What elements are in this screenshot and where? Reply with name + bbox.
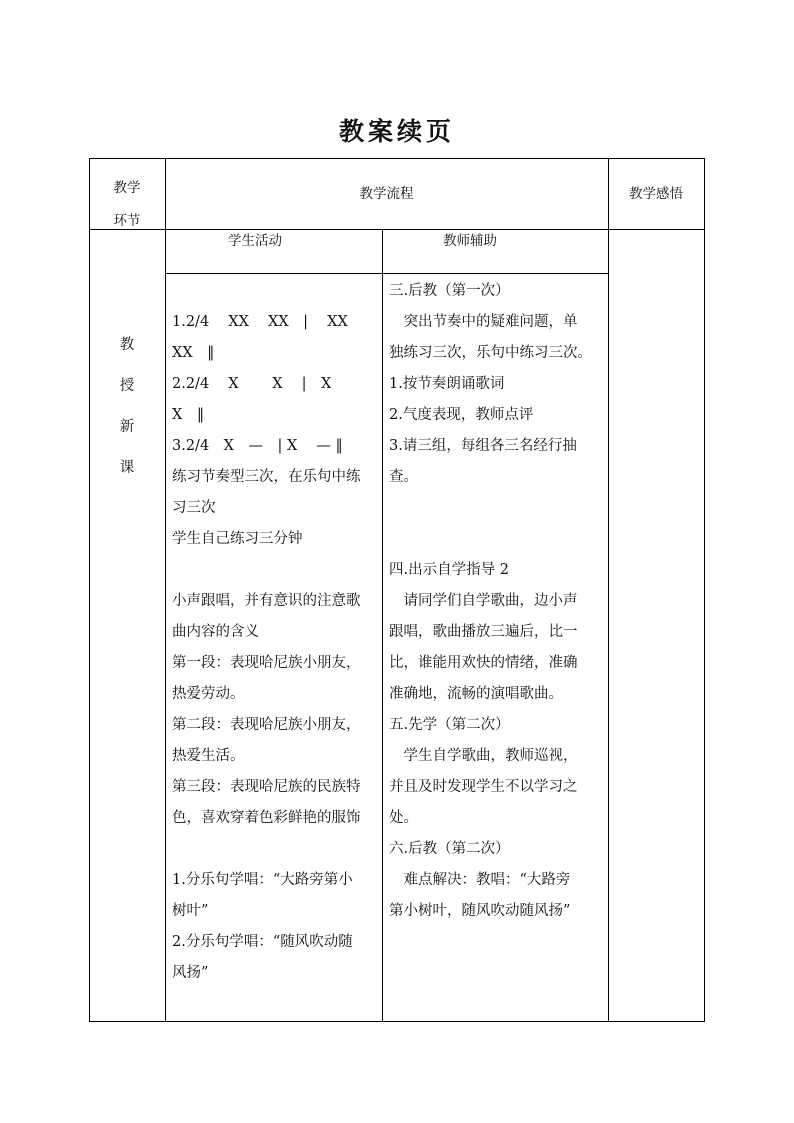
student-line <box>172 834 380 865</box>
teacher-line <box>389 493 606 524</box>
teacher-line: 四.出示自学指导 2 <box>389 562 509 578</box>
teacher-line <box>389 524 606 555</box>
section-label-char: 新 <box>119 419 135 435</box>
section-label-char: 教 <box>119 337 135 353</box>
page-title: 教案续页 <box>338 117 455 146</box>
section-label <box>89 325 165 489</box>
student-line: 1.分乐句学唱：“大路旁第小 <box>172 872 353 888</box>
teacher-line: 1.按节奏朗诵歌词 <box>389 376 505 392</box>
table-border-right <box>704 158 705 1022</box>
header-process: 教学流程 <box>359 186 414 202</box>
student-line: 色，喜欢穿着色彩鲜艳的服饰 <box>172 810 361 826</box>
section-label-char: 课 <box>119 460 135 476</box>
column-divider-2 <box>382 229 383 1022</box>
table-border-left <box>89 158 90 1022</box>
student-line: 2.2/4 X X | X <box>172 376 332 392</box>
student-line: 习三次 <box>172 500 216 516</box>
student-line: 3.2/4 X — | X — ‖ <box>172 438 343 454</box>
student-line: 曲内容的含义 <box>172 624 259 640</box>
subheader-student-activity: 学生活动 <box>228 233 282 249</box>
student-line: 2.分乐句学唱：“随风吹动随 <box>172 934 353 950</box>
table-border-top <box>89 158 705 159</box>
column-divider-1 <box>165 158 166 1022</box>
teacher-line: 六.后教（第二次） <box>389 841 510 857</box>
student-line: 热爱生活。 <box>172 748 245 764</box>
teacher-line: 五.先学（第二次） <box>389 717 510 733</box>
student-activity-text <box>172 307 380 989</box>
student-line: 第二段：表现哈尼族小朋友， <box>172 717 361 733</box>
student-line: 风扬” <box>172 965 209 981</box>
header-divider <box>89 229 705 230</box>
teacher-line: 突出节奏中的疑难问题，单 <box>389 314 578 330</box>
teacher-line: 处。 <box>389 810 418 826</box>
teacher-line: 跟唱，歌曲播放三遍后，比一 <box>389 624 578 640</box>
teacher-line: 三.后教（第一次） <box>389 283 510 299</box>
student-line: 第一段：表现哈尼族小朋友， <box>172 655 361 671</box>
header-stage-line1: 教学 <box>113 180 141 196</box>
teacher-line: 3.请三组，每组各三名经行抽 <box>389 438 577 454</box>
student-line: 学生自己练习三分钟 <box>172 531 303 547</box>
teacher-line: 并且及时发现学生不以学习之 <box>389 779 578 795</box>
student-line: XX ‖ <box>172 345 215 361</box>
teacher-line: 查。 <box>389 469 418 485</box>
teacher-line: 请同学们自学歌曲，边小声 <box>389 593 578 609</box>
teacher-line: 难点解决：教唱：“大路旁 <box>389 872 571 888</box>
header-reflection: 教学感悟 <box>629 186 683 202</box>
teacher-line: 比，谁能用欢快的情绪，准确 <box>389 655 578 671</box>
student-line: 树叶” <box>172 903 209 919</box>
student-line: 练习节奏型三次，在乐句中练 <box>172 469 361 485</box>
teacher-assist-text <box>389 276 606 927</box>
student-line <box>172 555 380 586</box>
column-divider-3 <box>608 158 609 1022</box>
teacher-line: 学生自学歌曲，教师巡视， <box>389 748 578 764</box>
table-border-bottom <box>89 1021 705 1022</box>
teacher-line: 准确地，流畅的演唱歌曲。 <box>389 686 563 702</box>
student-line: 热爱劳动。 <box>172 686 245 702</box>
student-line: X ‖ <box>172 407 205 423</box>
header-stage-line2: 环节 <box>113 213 141 229</box>
subheader-divider <box>165 273 608 274</box>
teacher-line: 2.气度表现，教师点评 <box>389 407 534 423</box>
student-line: 第三段：表现哈尼族的民族特 <box>172 779 361 795</box>
header-stage <box>89 172 165 238</box>
section-label-char: 授 <box>119 378 135 394</box>
teacher-line: 独练习三次，乐句中练习三次。 <box>389 345 592 361</box>
subheader-teacher-assist: 教师辅助 <box>443 233 497 249</box>
student-line: 小声跟唱，并有意识的注意歌 <box>172 593 361 609</box>
student-line: 1.2/4 XX XX | XX <box>172 314 348 330</box>
teacher-line: 第小树叶，随风吹动随风扬” <box>389 903 571 919</box>
